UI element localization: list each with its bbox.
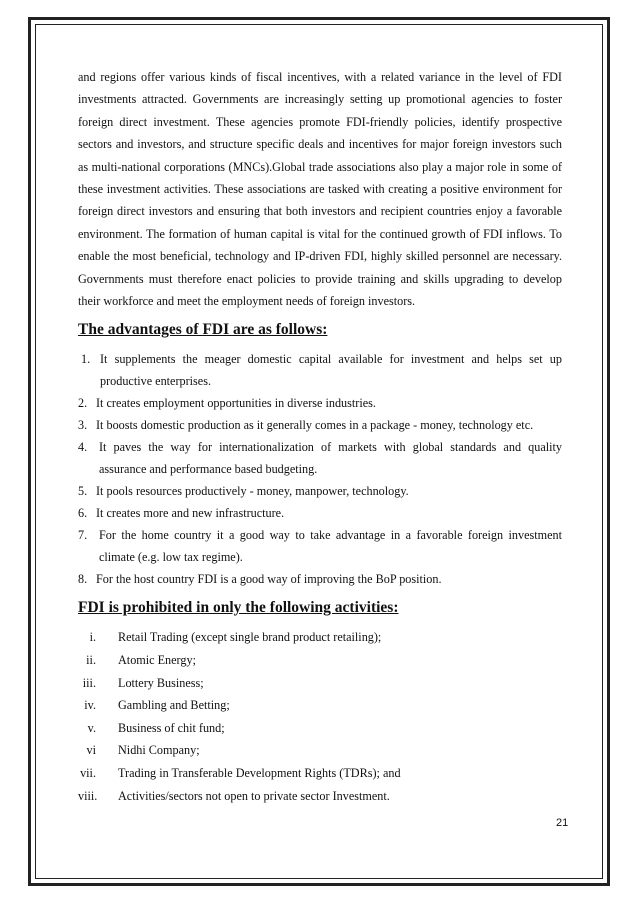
list-item: viii. Activities/sectors not open to private sector Investment. <box>78 788 390 803</box>
list-item: 7. For the home country it a good way to take advantage in a favorable foreign investment climate (e.g. low tax regime). <box>78 528 562 565</box>
list-item: v. Business of chit fund; <box>87 720 225 735</box>
list-item: vi Nidhi Company; <box>86 743 200 758</box>
list-item: 6. It creates more and new infrastructure. <box>78 506 285 521</box>
advantages-heading: The advantages of FDI are as follows: <box>78 321 328 339</box>
list-item: i. Retail Trading (except single brand product retailing); <box>89 630 382 645</box>
intro-paragraph: and regions offer various kinds of fiscal incentives, with a related variance in the level of FDI investments attracted. Governments are increasingly setting up promotional agencies to foster foreign direct investment. These agencies promote FDI-friendly policies, identify prospective sectors and investors, and structure specific deals and incentives for major foreign investors such as multi-national corporations (MNCs).Global trade associations also play a major role in some of these investment activities. These associations are tasked with creating a positive environment for foreign direct investors and ensuring that both investors and recipient countries enjoy a favorable environment. The formation of human capital is vital for the continued growth of FDI inflows. To enable the most beneficial, technology and IP-driven FDI, highly skilled personnel are necessary. Governments must therefore enact policies to provide training and skills upgrading to develop their workforce and meet the employment needs of foreign investors. <box>78 70 562 309</box>
page-content <box>78 66 562 807</box>
list-item: 4. It paves the way for internationalization of markets with global standards and quality assurance and performance based budgeting. <box>78 440 562 477</box>
list-item: 5. It pools resources productively - money, manpower, technology. <box>78 484 409 499</box>
prohibited-heading: FDI is prohibited in only the following activities: <box>78 599 399 617</box>
list-item: 1. It supplements the meager domestic capital available for investment and helps set up productive enterprises. <box>81 352 562 389</box>
list-item: 2. It creates employment opportunities in diverse industries. <box>78 396 376 411</box>
list-item: 8. For the host country FDI is a good way of improving the BoP position. <box>78 572 442 587</box>
advantages-list <box>78 348 562 590</box>
list-item: iv. Gambling and Betting; <box>84 698 230 713</box>
list-item: ii. Atomic Energy; <box>86 653 196 668</box>
prohibited-list <box>78 626 562 807</box>
list-item: vii. Trading in Transferable Development Rights (TDRs); and <box>80 766 401 781</box>
list-item: 3. It boosts domestic production as it generally comes in a package - money, technology etc. <box>78 418 534 433</box>
page-number: 21 <box>556 817 569 829</box>
list-item: iii. Lottery Business; <box>82 675 204 690</box>
